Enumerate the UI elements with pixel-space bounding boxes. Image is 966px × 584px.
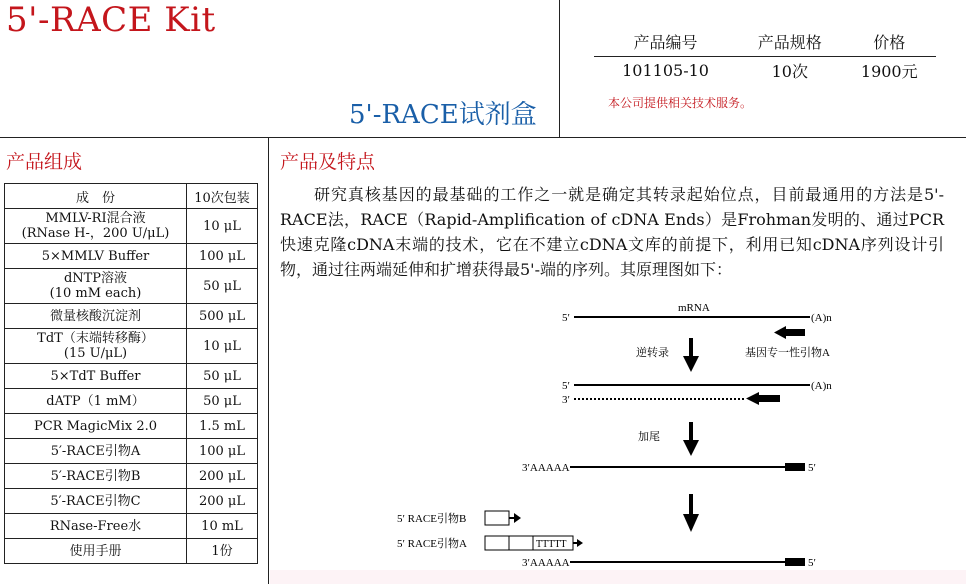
table-row [5,464,258,489]
composition-table [4,183,258,564]
row3-aaaa: 3′AAAAA [522,462,570,474]
product-info [594,30,936,111]
row4-aaaa: 3′AAAAA [522,557,570,569]
features-title: 产品及特点 [280,151,376,173]
component-quantity: 1份 [187,539,258,564]
table-row [5,489,258,514]
component-name: 5×MMLV Buffer [5,244,187,269]
component-name: 5×TdT Buffer [5,364,187,389]
component-name: 使用手册 [5,539,187,564]
row2-polyA: (A)n [811,380,832,392]
col-component: 成 份 [5,184,187,209]
table-row [5,304,258,329]
primer-a-label: 5′ RACE引物A [397,538,467,550]
row2-5prime: 5′ [562,380,570,392]
component-quantity: 500 μL [187,304,258,329]
features-paragraph: 研究真核基因的最基础的工作之一就是确定其转录起始位点，目前最通用的方法是5'-RACE法，RACE（Rapid-Amplification of cDNA Ends）是Frohman发明的、通过PCR快速克隆cDNA末端的技术，它在不建立cDNA文库的前提下，利用已知cDNA序列设计引物，通过往两端延伸和扩增获得最5'-端的序列。其原理图如下： [280,185,944,279]
table-row [5,539,258,564]
step-reverse-transcription: 逆转录 [636,347,669,359]
component-quantity: 10 μL [187,329,258,364]
component-quantity: 10 μL [187,209,258,244]
row4-5prime: 5′ [808,557,816,569]
component-name: dATP（1 mM） [5,389,187,414]
component-quantity: 100 μL [187,244,258,269]
row2-3prime: 3′ [562,394,570,406]
service-note: 本公司提供相关技术服务。 [608,96,753,110]
component-name: 微量核酸沉淀剂 [5,304,187,329]
col-package: 10次包装 [187,184,258,209]
product-info-table [594,30,936,82]
component-name: 5′-RACE引物B [5,464,187,489]
table-row [5,329,258,364]
header-divider-horizontal [0,137,966,138]
table-row [5,244,258,269]
row3-5prime: 5′ [808,462,816,474]
race-principle-diagram [390,296,840,584]
component-quantity: 200 μL [187,464,258,489]
component-quantity: 1.5 mL [187,414,258,439]
table-row [5,269,258,304]
product-title: 5'-RACE Kit [6,0,216,40]
composition-title: 产品组成 [6,151,83,173]
table-row [5,514,258,539]
mrna-5prime: 5′ [562,312,570,324]
product-spec: 10次 [771,62,808,81]
component-name: MMLV-RI混合液 (RNase H-，200 U/μL) [5,209,187,244]
column-divider [268,137,269,584]
primer-b-label: 5′ RACE引物B [397,513,467,525]
component-quantity: 50 μL [187,364,258,389]
component-name: RNase-Free水 [5,514,187,539]
col-price: 价格 [843,30,936,57]
component-quantity: 10 mL [187,514,258,539]
col-product-spec: 产品规格 [737,30,842,57]
col-product-id: 产品编号 [594,30,737,57]
ttttt-label: TTTTT [536,539,567,550]
component-quantity: 50 μL [187,269,258,304]
component-quantity: 50 μL [187,389,258,414]
component-name: dNTP溶液 (10 mM each) [5,269,187,304]
table-row [5,439,258,464]
step-tailing: 加尾 [638,431,660,443]
table-row [5,414,258,439]
table-row [5,364,258,389]
header-divider-vertical [559,0,560,137]
product-id: 101105-10 [622,61,709,80]
component-quantity: 200 μL [187,489,258,514]
primer-a-desc: 基因专一性引物A [745,347,830,359]
table-row [5,389,258,414]
component-name: TdT（末端转移酶） (15 U/μL) [5,329,187,364]
component-name: 5′-RACE引物C [5,489,187,514]
component-quantity: 100 μL [187,439,258,464]
component-name: PCR MagicMix 2.0 [5,414,187,439]
product-price: 1900元 [860,62,918,81]
component-name: 5′-RACE引物A [5,439,187,464]
table-row [5,209,258,244]
mrna-label: mRNA [678,302,710,314]
product-subtitle: 5'-RACE试剂盒 [349,100,537,130]
mrna-polyA: (A)n [811,312,832,324]
bottom-band [270,570,966,584]
